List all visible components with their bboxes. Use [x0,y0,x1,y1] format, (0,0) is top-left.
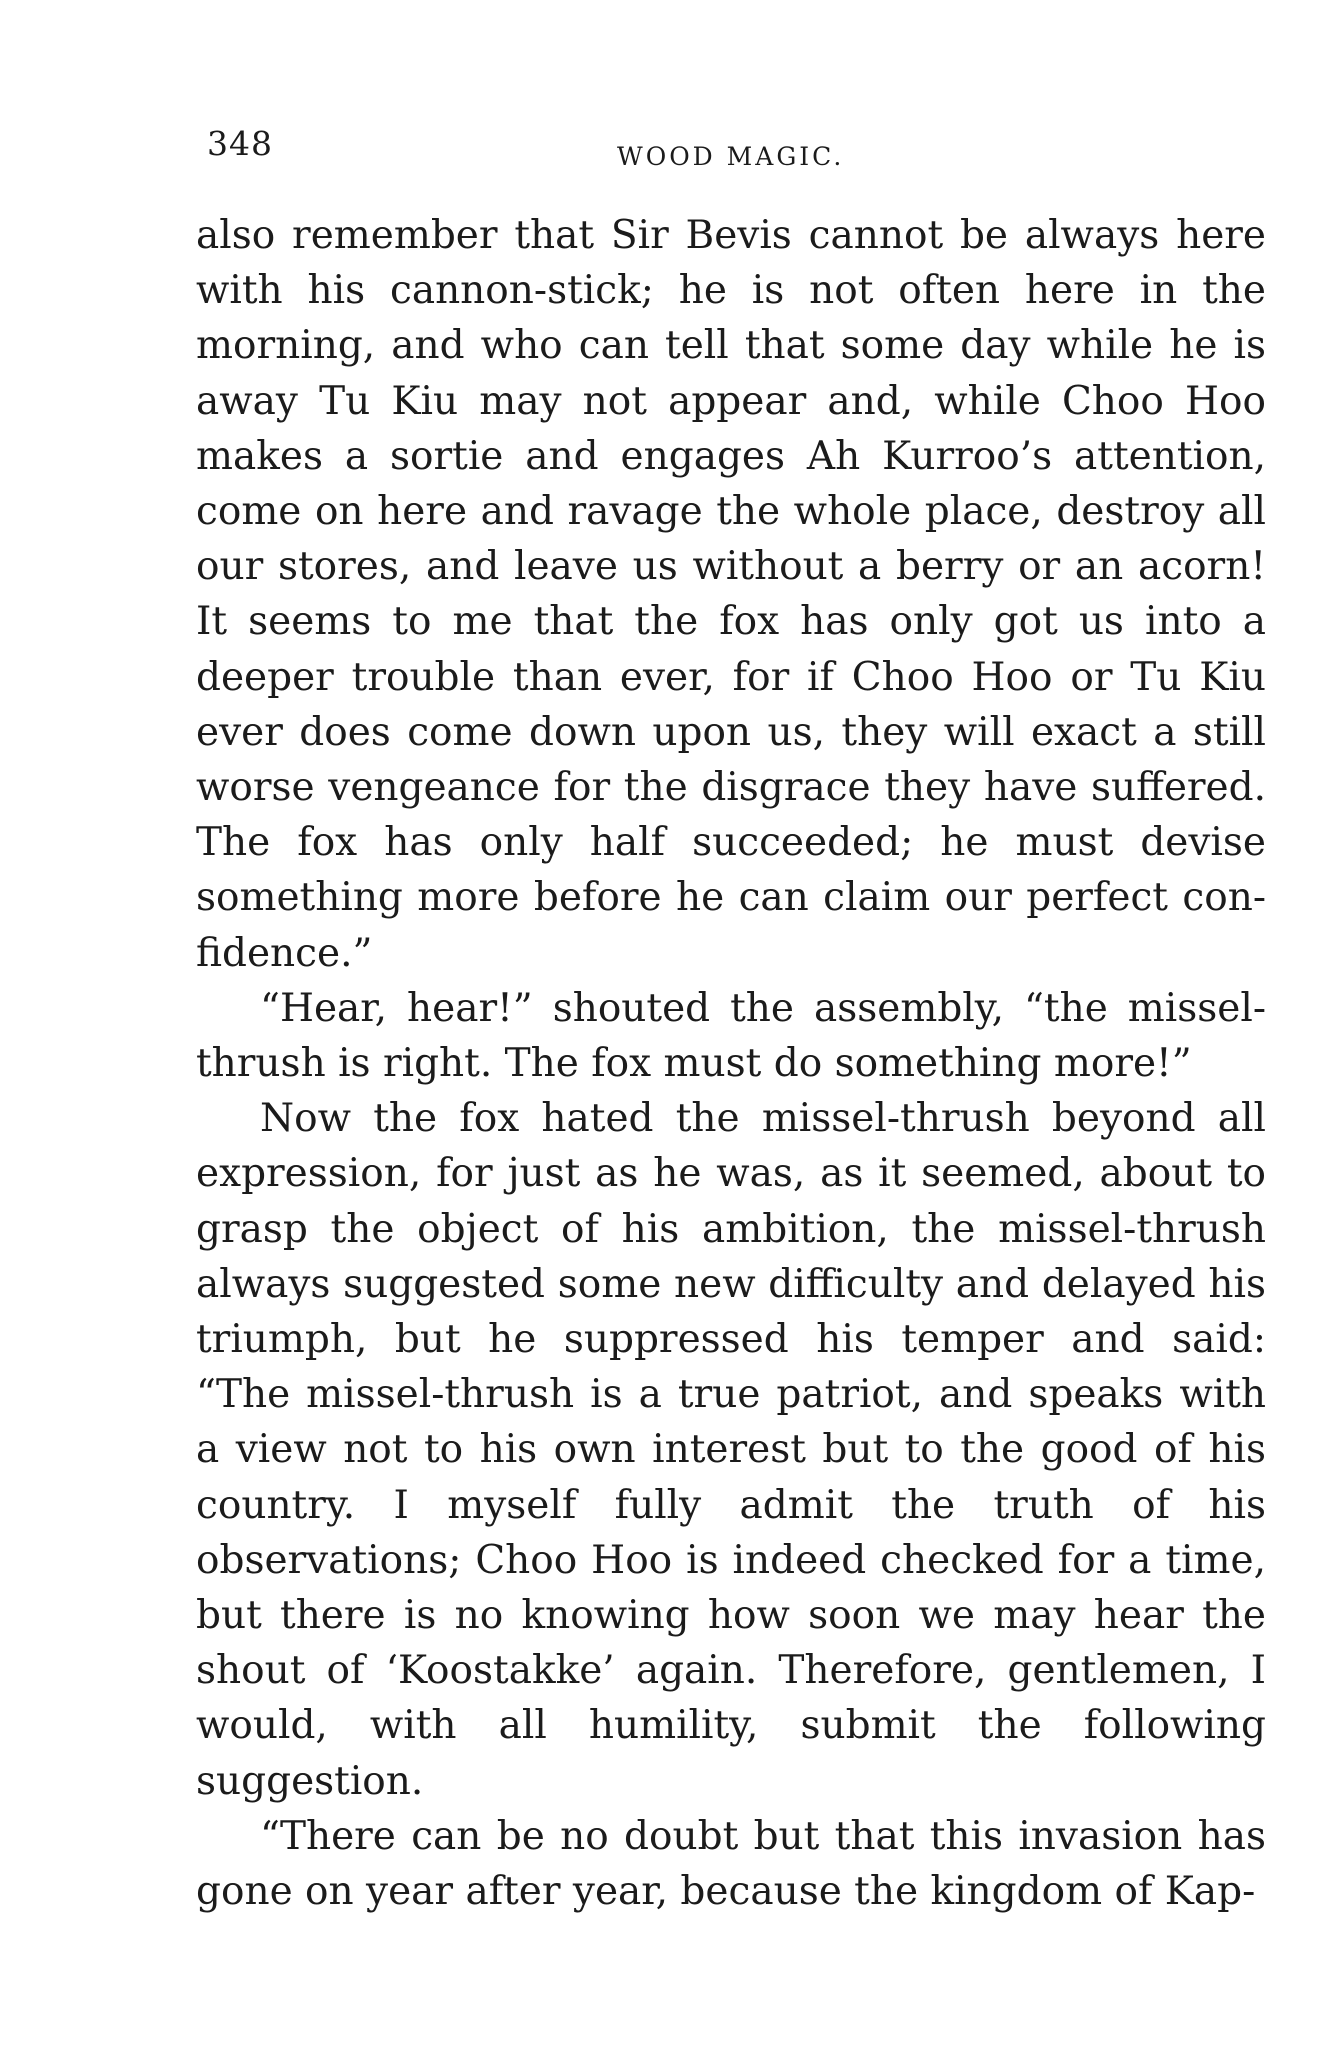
paragraph: Now the fox hated the missel-thrush beyond all expression, for just as he was, as it seemed, about to grasp the object of his ambition, the missel-thrush always suggested some new difficulty and delayed his triumph, but he suppressed his temper and said: “The missel-thrush is a true patriot, and speaks with a view not to his own interest but to the good of his country. I myself fully admit the truth of his observations; Choo Hoo is indeed checked for a time, but there is no knowing how soon we may hear the shout of ‘Koostakke’ again. Therefore, gentlemen, I would, with all humility, submit the following suggestion. [196,1096,1266,1804]
running-head: WOOD MAGIC. [617,142,845,171]
body-text [196,208,1266,1919]
paragraph-continued: also remember that Sir Bevis cannot be always here with his cannon-stick; he is not often here in the morning, and who can tell that some day while he is away Tu Kiu may not appear and, while Choo Hoo makes a sortie and engages Ah Kurroo’s attention, come on here and ravage the whole place, destroy all our stores, and leave us without a berry or an acorn! It seems to me that the fox has only got us into a deeper trouble than ever, for if Choo Hoo or Tu Kiu ever does come down upon us, they will exact a still worse vengeance for the disgrace they have suffered. The fox has only half succeeded; he must devise something more before he can claim our perfect confidence.” [196,213,1266,976]
page-header [207,124,1257,174]
page-number: 348 [207,124,273,163]
paragraph: “There can be no doubt but that this invasion has gone on year after year, because the kingdom of Kap- [196,1813,1266,1915]
paragraph: “Hear, hear!” shouted the assembly, “the misselthrush is right. The fox must do something more!” [196,985,1266,1087]
